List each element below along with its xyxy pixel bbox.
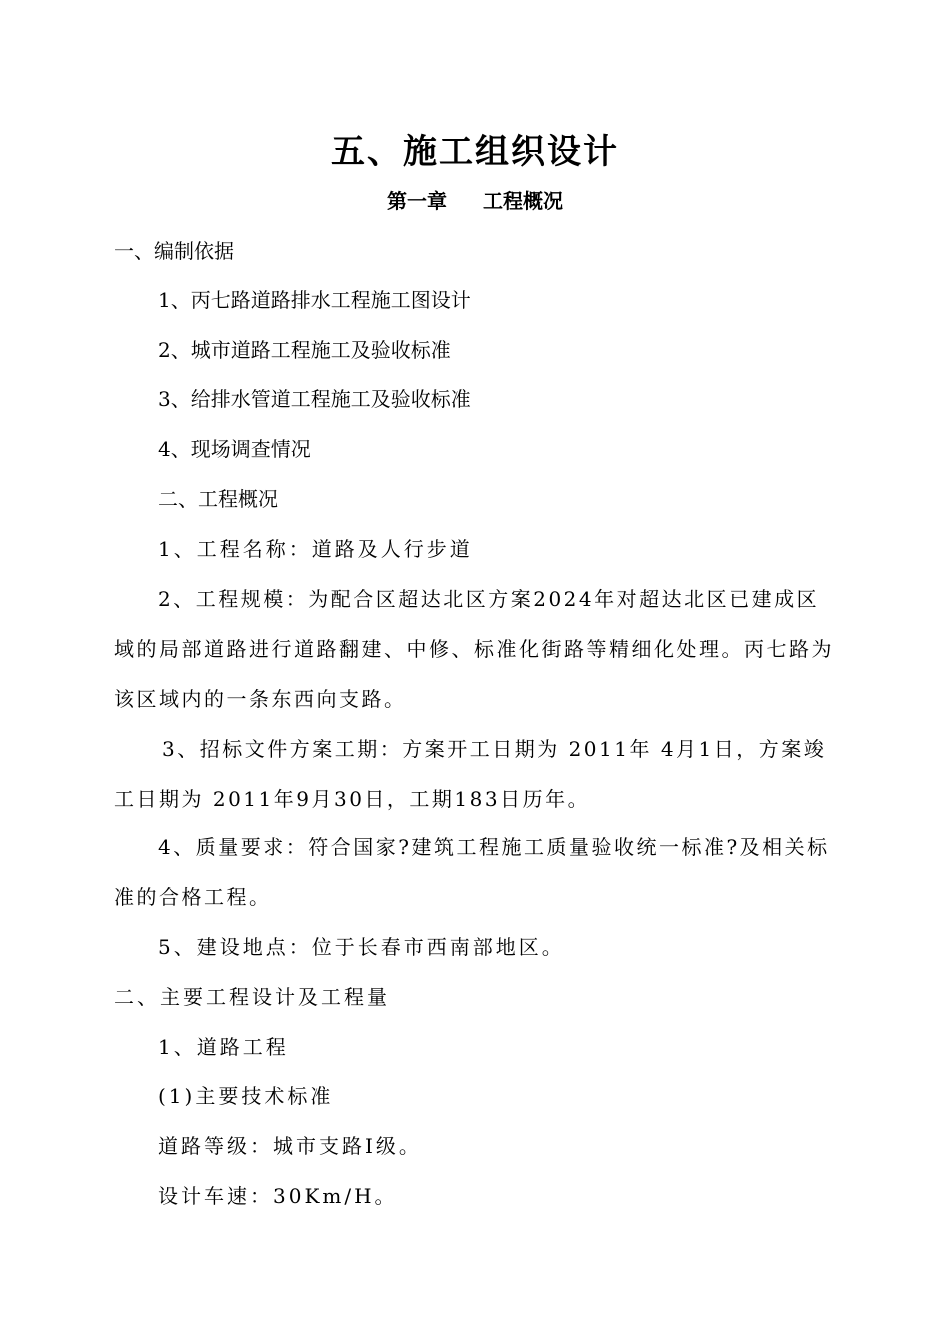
chapter-number: 第一章: [387, 189, 447, 213]
quality-text: 4、质量要求：符合国家?建筑工程施工质量验收统一标准?及相关标准的合格工程。: [114, 835, 830, 909]
project-location: 5、建设地点：位于长春市西南部地区。: [158, 935, 565, 959]
basis-item-4: 4、现场调查情况: [158, 437, 311, 461]
design-speed: 设计车速：30Km/H。: [158, 1184, 398, 1208]
basis-item-1: 1、丙七路道路排水工程施工图设计: [158, 288, 471, 312]
basis-heading: 一、编制依据: [114, 239, 234, 263]
design-heading: 二、主要工程设计及工程量: [114, 985, 390, 1009]
chapter-name: 工程概况: [483, 189, 563, 213]
page-title: 五、施工组织设计: [331, 132, 619, 172]
project-scale-text: 2、工程规模：为配合区超达北区方案2024年对超达北区已建成区域的局部道路进行道路翻建、中修、标准化街路等精细化处理。丙七路为该区域内的一条东西向支路。: [114, 587, 834, 711]
project-name: 1、工程名称：道路及人行步道: [158, 537, 473, 561]
project-schedule-text: 3、招标文件方案工期：方案开工日期为 2011年 4月1日，方案竣工日期为 2011年9月30日，工期183日历年。: [114, 737, 827, 811]
tech-standard-heading: (1)主要技术标准: [158, 1084, 334, 1108]
road-heading: 1、道路工程: [158, 1035, 289, 1059]
project-schedule-paragraph: [114, 724, 840, 824]
quality-paragraph: [114, 822, 840, 922]
project-scale-paragraph: [114, 574, 840, 724]
chapter-heading: [0, 186, 950, 216]
road-grade: 道路等级：城市支路Ⅰ级。: [158, 1134, 422, 1158]
overview-heading: 二、工程概况: [158, 487, 278, 511]
basis-item-2: 2、城市道路工程施工及验收标准: [158, 338, 451, 362]
basis-item-3: 3、给排水管道工程施工及验收标准: [158, 387, 471, 411]
